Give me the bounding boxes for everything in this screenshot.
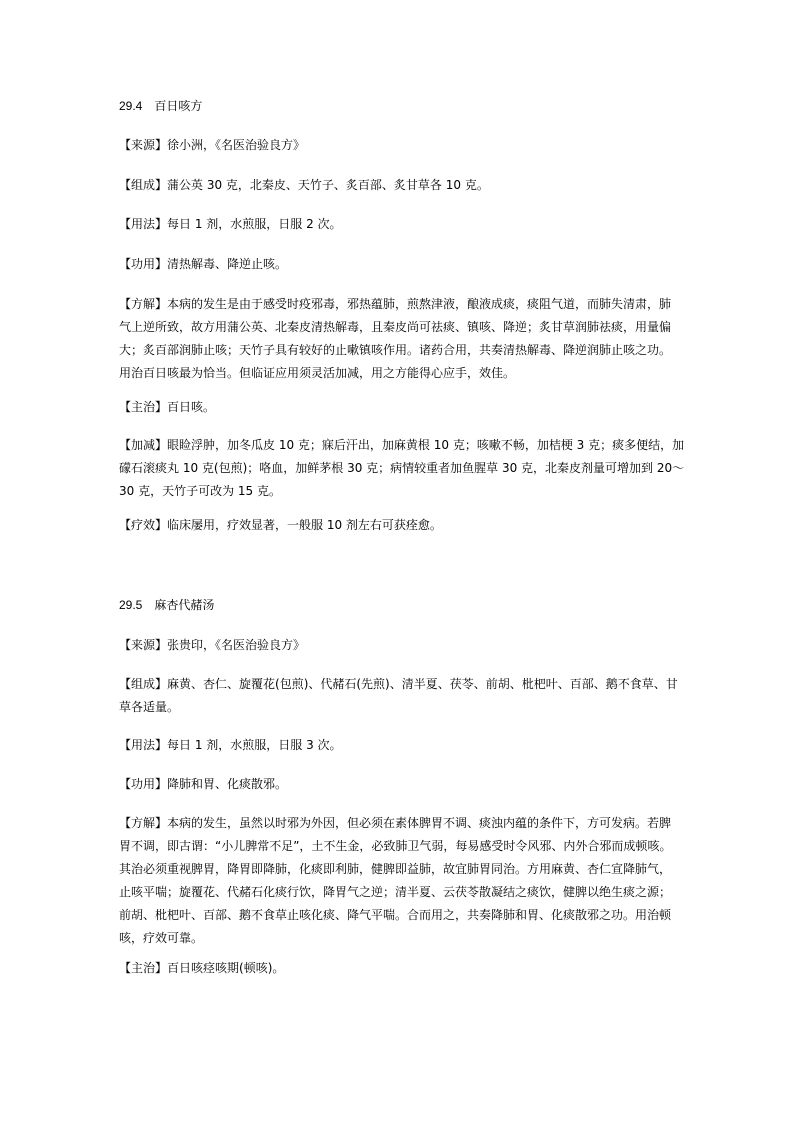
indication-text: 百日咳痉咳期(顿咳)。 (167, 961, 285, 975)
function-label: 【功用】 (119, 777, 168, 791)
function-label: 【功用】 (119, 257, 168, 271)
section-heading (119, 594, 679, 617)
explanation-line: 用治百日咳最为恰当。但临证应用须灵活加减，用之方能得心应手，效佳。 (119, 366, 516, 380)
composition-label: 【组成】 (119, 677, 168, 691)
efficacy-paragraph (119, 514, 679, 537)
composition-text: 蒲公英 30 克，北秦皮、天竹子、炙百部、炙甘草各 10 克。 (167, 178, 489, 192)
modification-line: 礞石滚痰丸 10 克(包煎)；咯血，加鲜茅根 30 克；病情较重者加鱼腥草 30 克，北秦皮剂量可增加到 20～ (119, 461, 685, 475)
indication-label: 【主治】 (119, 400, 168, 414)
source-paragraph (119, 134, 679, 157)
composition-line: 【组成】麻黄、杏仁、旋覆花(包煎)、代赭石(先煎)、清半夏、茯苓、前胡、枇杷叶、百部、鹅不食草、甘 (119, 677, 678, 691)
explanation-line: 大；炙百部润肺止咳；天竹子具有较好的止嗽镇咳作用。诸药合用，共奏清热解毒、降逆润肺止咳之功。 (119, 343, 672, 357)
section-number: 29.5 (119, 598, 143, 612)
source-text: 徐小洲，《名医治验良方》 (167, 138, 306, 152)
source-label: 【来源】 (119, 138, 168, 152)
indication-paragraph (119, 957, 679, 980)
modification-line: 30 克，天竹子可改为 15 克。 (119, 484, 281, 498)
source-text: 张贵印，《名医治验良方》 (167, 638, 306, 652)
explanation-line: 止咳平喘；旋覆花、代赭石化痰行饮，降胃气之逆；清半夏、云茯苓散凝结之痰饮，健脾以绝生痰之源； (119, 885, 672, 899)
explanation-label: 【方解】 (119, 297, 168, 311)
explanation-label: 【方解】 (119, 816, 168, 830)
composition-paragraph (119, 673, 679, 719)
composition-paragraph (119, 174, 679, 197)
modification-paragraph (119, 434, 685, 503)
section-title: 百日咳方 (154, 99, 203, 113)
explanation-line: 其治必须重视脾胃，降胃即降肺，化痰即利肺，健脾即益肺，故宜肺胃同治。方用麻黄、杏仁宣降肺气， (119, 862, 672, 876)
efficacy-label: 【疗效】 (119, 518, 168, 532)
composition-line: 草各适量。 (119, 700, 180, 714)
modification-label: 【加减】 (119, 438, 168, 452)
usage-label: 【用法】 (119, 217, 168, 231)
explanation-paragraph (119, 293, 679, 385)
composition-label: 【组成】 (119, 178, 168, 192)
usage-text: 每日 1 剂，水煎服，日服 3 次。 (167, 738, 342, 752)
function-text: 降肺和胃、化痰散邪。 (167, 777, 288, 791)
function-paragraph (119, 773, 679, 796)
function-text: 清热解毒、降逆止咳。 (167, 257, 288, 271)
modification-line: 【加减】眼睑浮肿，加冬瓜皮 10 克；寐后汗出，加麻黄根 10 克；咳嗽不畅，加桔梗 3 克；痰多便结，加 (119, 438, 685, 452)
source-label: 【来源】 (119, 638, 168, 652)
explanation-line: 前胡、枇杷叶、百部、鹅不食草止咳化痰、降气平喘。合而用之，共奏降肺和胃、化痰散邪之功。用治顿 (119, 908, 672, 922)
explanation-line: 咳，疗效可靠。 (119, 931, 204, 945)
source-paragraph (119, 634, 679, 657)
function-paragraph (119, 253, 679, 276)
section-number: 29.4 (119, 99, 143, 113)
indication-paragraph (119, 396, 679, 419)
indication-label: 【主治】 (119, 961, 168, 975)
efficacy-text: 临床屡用，疗效显著，一般服 10 剂左右可获痊愈。 (167, 518, 442, 532)
usage-paragraph (119, 213, 679, 236)
usage-paragraph (119, 734, 679, 757)
explanation-line: 胃不调，即古谓：“小儿脾常不足”，土不生金，必致肺卫气弱，每易感受时令风邪、内外合邪而成顿咳。 (119, 839, 672, 853)
explanation-line: 【方解】本病的发生是由于感受时疫邪毒，邪热蕴肺，煎熬津液，酿液成痰，痰阻气道，而肺失清肃，肺 (119, 297, 672, 311)
explanation-paragraph (119, 812, 679, 950)
section-title: 麻杏代赭汤 (154, 598, 215, 612)
explanation-line: 【方解】本病的发生，虽然以时邪为外因，但必须在素体脾胃不调、痰浊内蕴的条件下，方可发病。若脾 (119, 816, 672, 830)
explanation-line: 气上逆所致，故方用蒲公英、北秦皮清热解毒，且秦皮尚可祛痰、镇咳、降逆；炙甘草润肺祛痰，用量偏 (119, 320, 672, 334)
usage-label: 【用法】 (119, 738, 168, 752)
usage-text: 每日 1 剂，水煎服，日服 2 次。 (167, 217, 342, 231)
indication-text: 百日咳。 (167, 400, 216, 414)
section-heading (119, 95, 679, 118)
